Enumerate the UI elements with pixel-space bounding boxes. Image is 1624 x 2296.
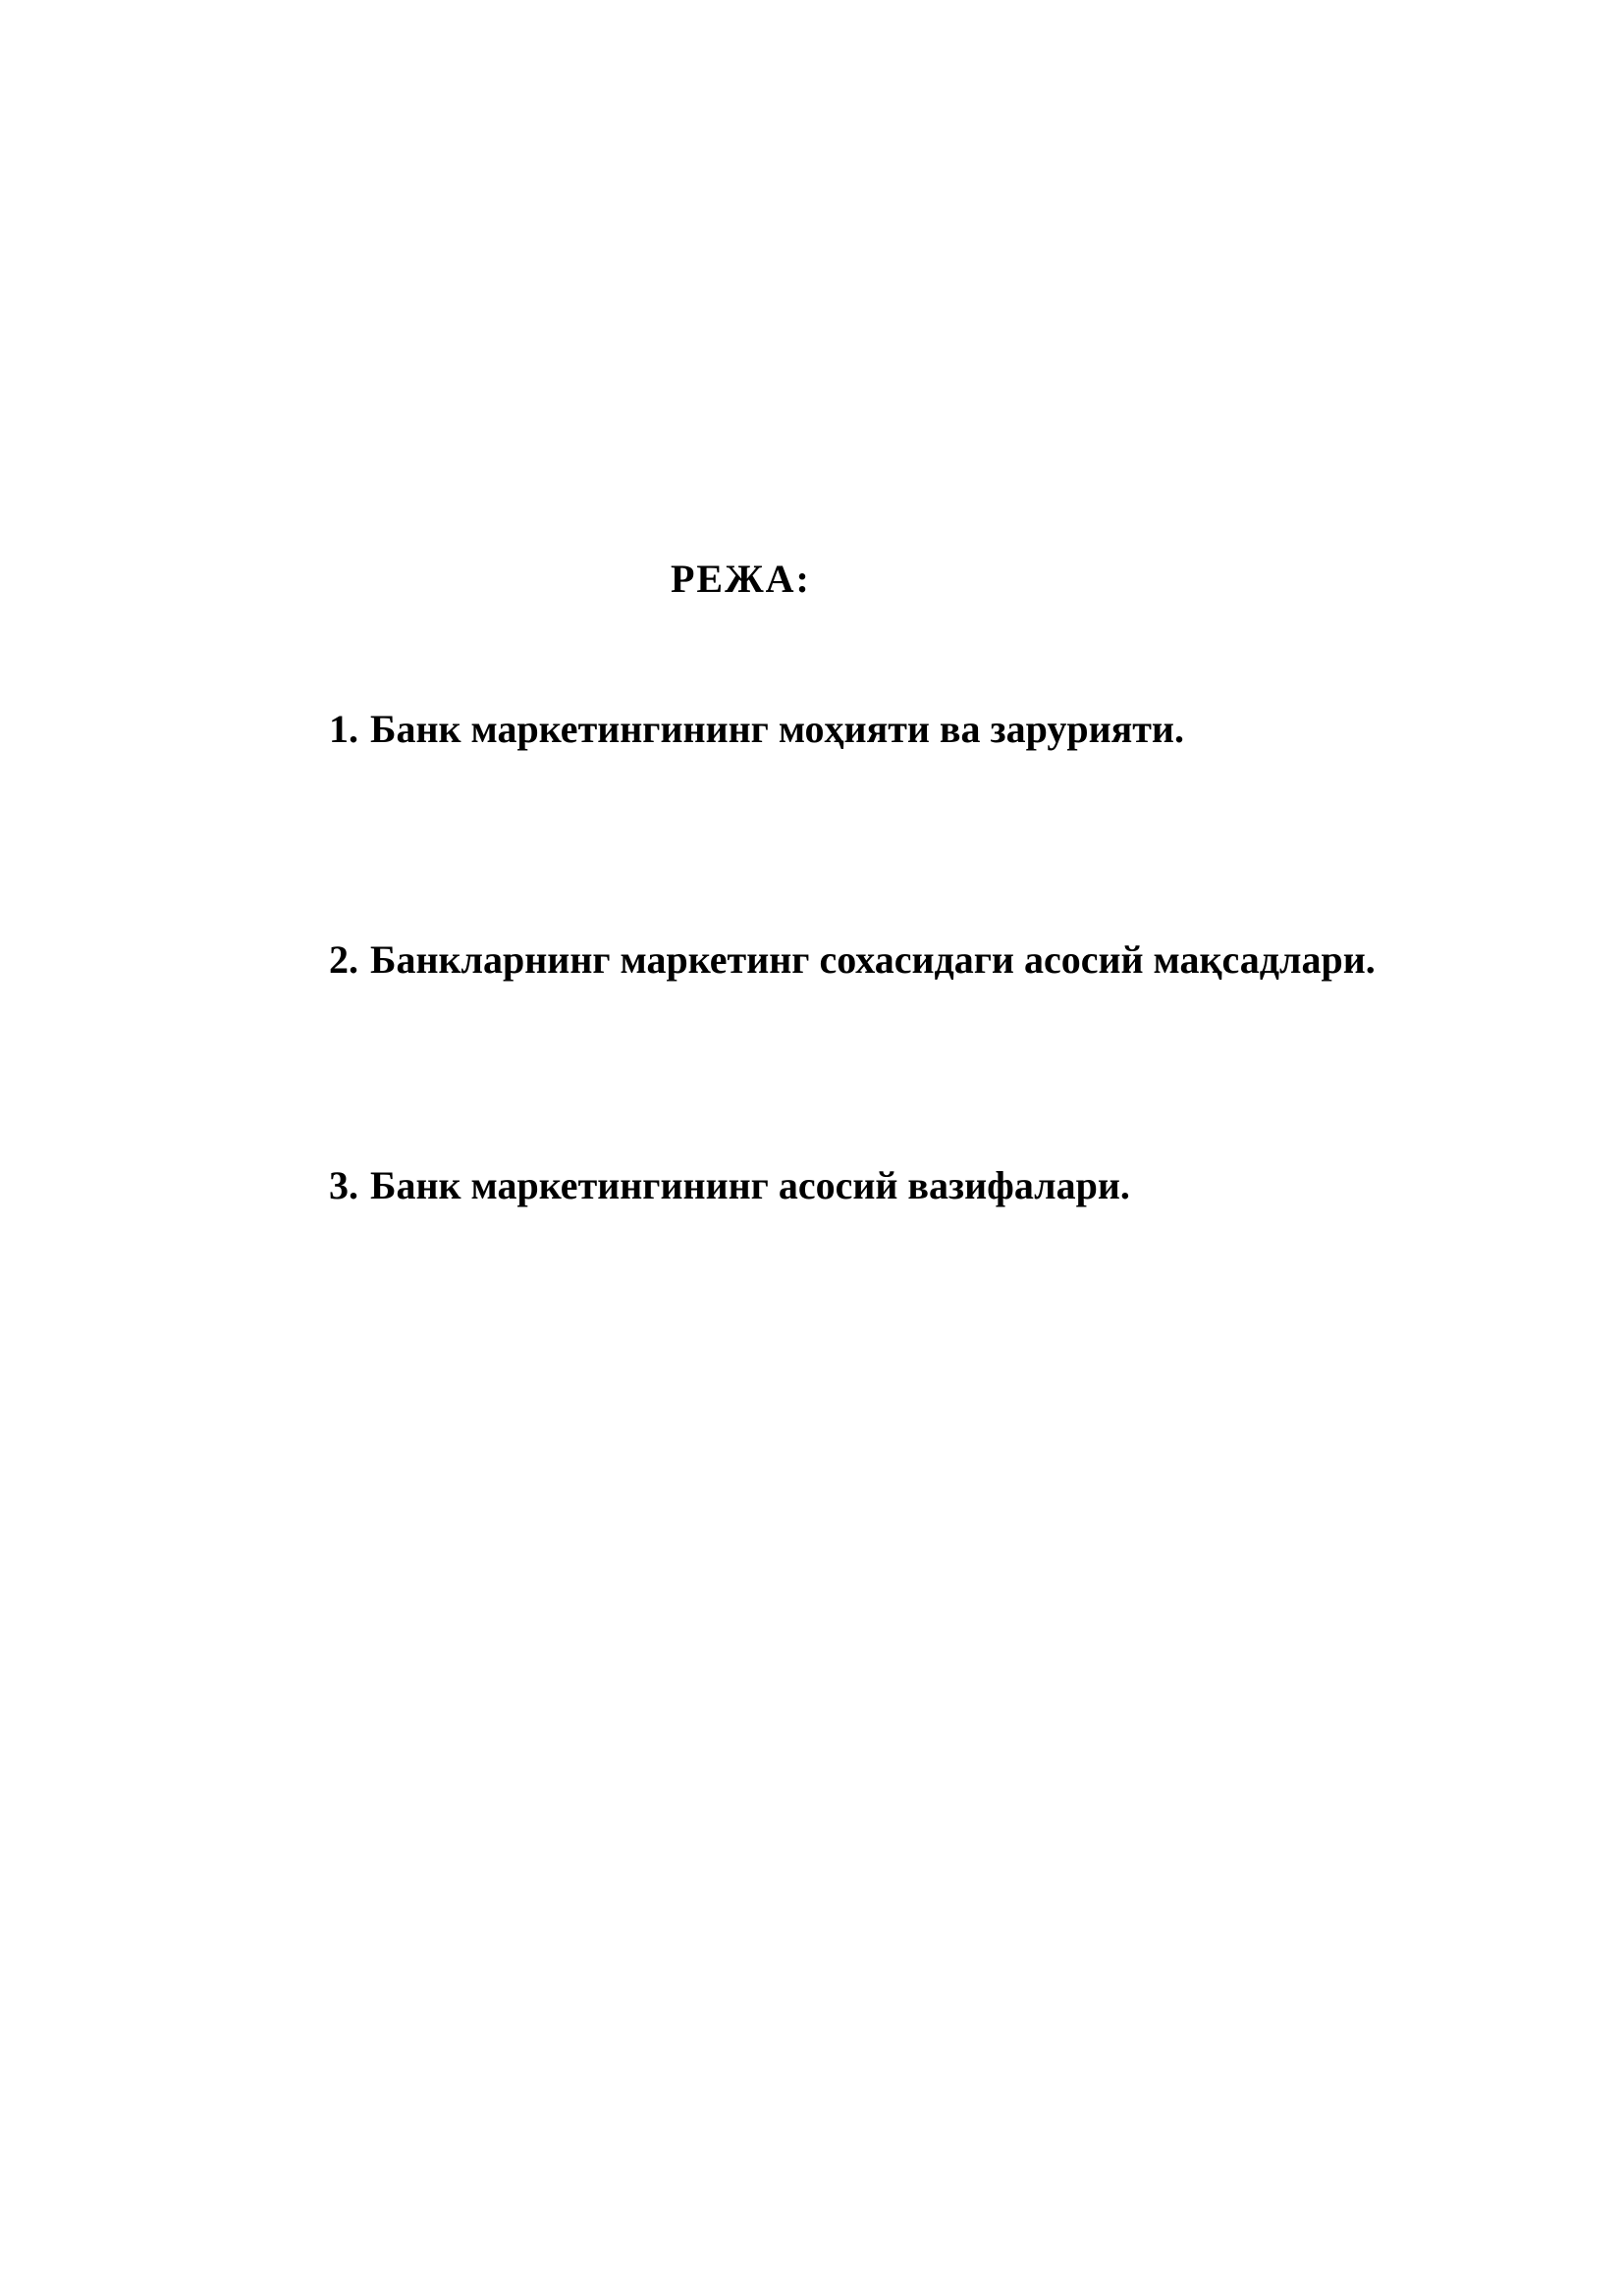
plan-item-number: 1. [329, 707, 358, 751]
plan-item-number: 2. [329, 937, 358, 982]
plan-item [329, 931, 1376, 989]
plan-item [329, 700, 1184, 759]
plan-item-number: 3. [329, 1163, 358, 1207]
plan-item-text: Банкларнинг маркетинг сохасидаги асосий мақсадлари. [370, 937, 1376, 982]
plan-item-text: Банк маркетингининг асосий вазифалари. [370, 1163, 1130, 1207]
plan-item-text: Банк маркетингининг моҳияти ва зарурияти. [370, 707, 1184, 751]
page-title: РЕЖА: [671, 557, 811, 601]
plan-item [329, 1156, 1130, 1215]
